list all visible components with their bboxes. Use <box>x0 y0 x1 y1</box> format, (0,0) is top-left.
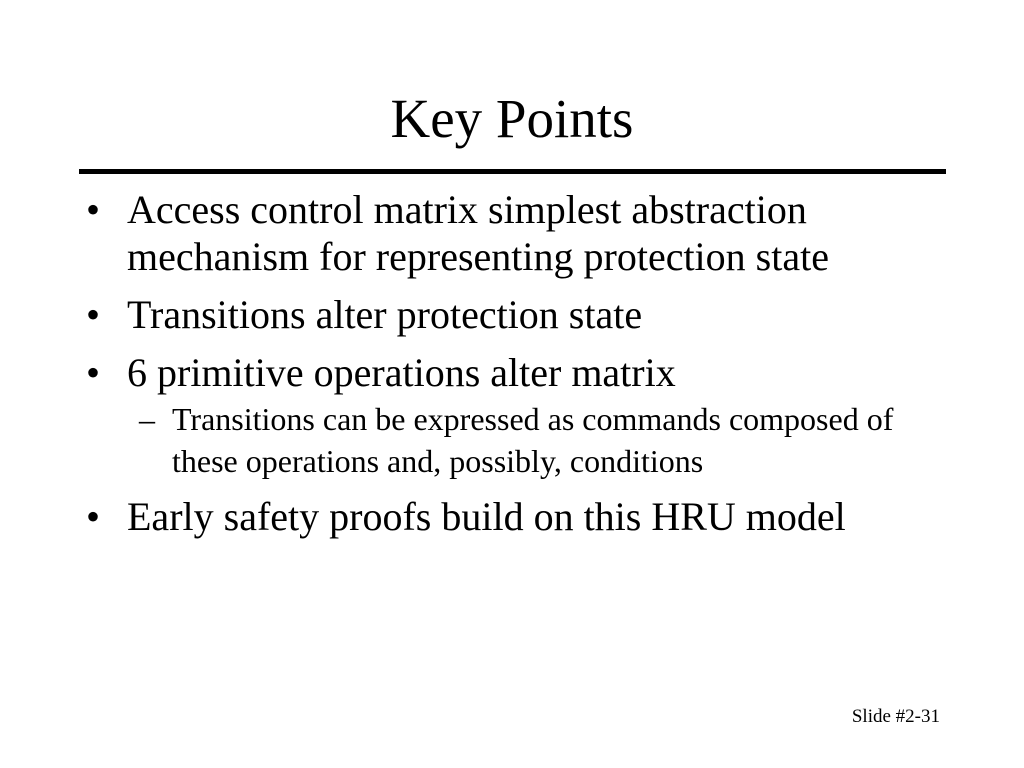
slide-title: Key Points <box>390 88 634 149</box>
bullet-marker: • <box>86 187 101 232</box>
sub-bullet-list <box>127 398 964 482</box>
bullet-list <box>84 186 964 551</box>
bullet-text: Transitions alter protection state <box>127 292 643 337</box>
slide-number: Slide #2-31 <box>851 706 940 727</box>
bullet-item <box>84 349 964 482</box>
sub-bullet-item <box>127 398 964 482</box>
bullet-marker: • <box>86 350 101 395</box>
bullet-text: Access control matrix simplest abstraction mechanism for representing protection state <box>127 187 829 279</box>
bullet-item <box>84 493 964 540</box>
sub-bullet-marker: – <box>139 401 155 437</box>
bullet-text: Early safety proofs build on this HRU model <box>127 494 846 539</box>
bullet-marker: • <box>86 292 101 337</box>
bullet-marker: • <box>86 494 101 539</box>
bullet-item <box>84 291 964 338</box>
title-divider <box>79 169 946 174</box>
bullet-text: 6 primitive operations alter matrix <box>127 350 676 395</box>
sub-bullet-text: Transitions can be expressed as commands composed of these operations and, possibly, conditions <box>172 401 894 479</box>
bullet-item <box>84 186 964 280</box>
